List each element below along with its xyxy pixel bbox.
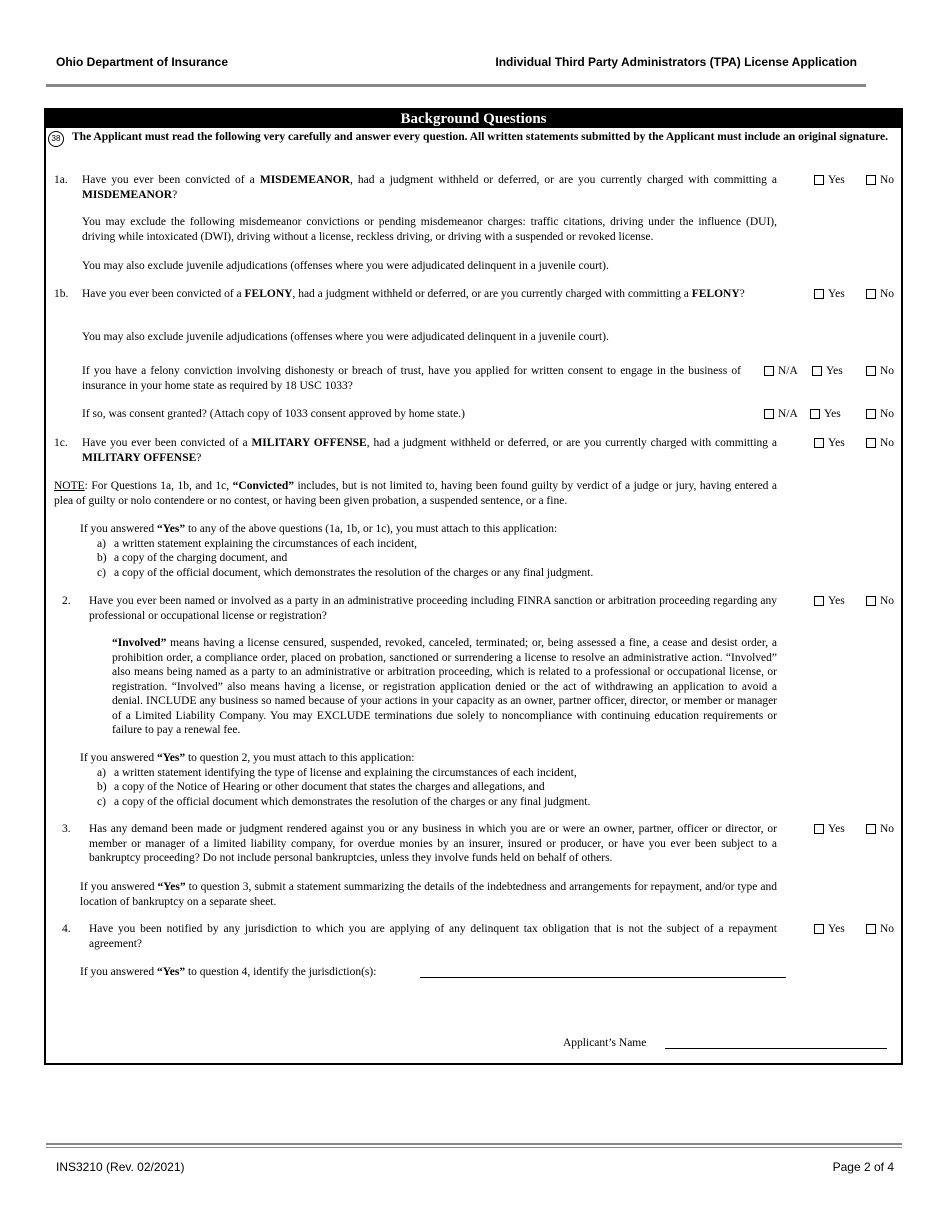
q1b-granted-yes[interactable]: Yes bbox=[810, 408, 841, 420]
checkbox[interactable] bbox=[814, 175, 824, 185]
q2-no[interactable]: No bbox=[866, 595, 894, 607]
q1b-consent-no[interactable]: No bbox=[866, 365, 894, 377]
list-item: a) a written statement explaining the circumstances of each incident, bbox=[97, 537, 418, 550]
checkbox[interactable] bbox=[866, 409, 876, 419]
q1-attach-block bbox=[80, 522, 780, 580]
page-number: Page 2 of 4 bbox=[832, 1160, 894, 1174]
q1b-granted-question: If so, was consent granted? (Attach copy of 1033 consent approved by home state.) bbox=[82, 408, 465, 420]
q1a-exclusion-1: You may exclude the following misdemeanor convictions or pending misdemeanor charges: traffic citations, driving under the influence (DUI), driving while intoxicated (DWI), driving without a license, reckless driving, or driving with a suspended or revoked license. bbox=[82, 216, 777, 243]
q2-number: 2. bbox=[62, 595, 71, 607]
applicant-name-field[interactable] bbox=[665, 1048, 887, 1049]
q1b-consent-question: If you have a felony conviction involving dishonesty or breach of trust, have you applied for written consent to engage in the business of insurance in your home state as required by 18 USC 1033? bbox=[82, 365, 741, 392]
agency-name: Ohio Department of Insurance bbox=[56, 55, 229, 69]
q1a-number: 1a. bbox=[54, 174, 68, 186]
q1c-number: 1c. bbox=[54, 437, 68, 449]
form-id: INS3210 (Rev. 02/2021) bbox=[56, 1160, 185, 1174]
checkbox[interactable] bbox=[764, 366, 774, 376]
q1c-yes[interactable]: Yes bbox=[814, 437, 845, 449]
conviction-note: NOTE: For Questions 1a, 1b, and 1c, “Convicted” includes, but is not limited to, having been found guilty by verdict of a judge or jury, having entered a plea of guilty or nolo contendere or no contest, or having been given probation, a suspended sentence, or a fine. bbox=[54, 480, 778, 507]
q3-text: Has any demand been made or judgment rendered against you or any business in which you are or were an owner, partner, officer or director, or member or manager of a limited liability company, for overdue monies by an insurer, insured or producer, or have you ever been subject to a bankruptcy proceeding? Do not include personal bankruptcies, unless they involve funds held on behalf of others. bbox=[89, 823, 777, 864]
q1b-no[interactable]: No bbox=[866, 288, 894, 300]
q1b-granted-na[interactable]: N/A bbox=[764, 408, 798, 420]
q1c-no[interactable]: No bbox=[866, 437, 894, 449]
q1a-text: Have you ever been convicted of a MISDEMEANOR, had a judgment withheld or deferred, or are you currently charged with committing a MISDEMEANOR? bbox=[82, 174, 777, 201]
q2-attach-block bbox=[80, 751, 780, 809]
q1b-consent-yes[interactable]: Yes bbox=[812, 365, 843, 377]
q1b-consent-na[interactable]: N/A bbox=[764, 365, 798, 377]
header-rule bbox=[46, 84, 866, 87]
q2-yes[interactable]: Yes bbox=[814, 595, 845, 607]
checkbox[interactable] bbox=[866, 366, 876, 376]
q2-attach-intro: If you answered “Yes” to question 2, you must attach to this application: bbox=[80, 752, 415, 764]
checkbox[interactable] bbox=[866, 438, 876, 448]
q1b-number: 1b. bbox=[54, 288, 69, 300]
q4-no[interactable]: No bbox=[866, 923, 894, 935]
q4-number: 4. bbox=[62, 923, 71, 935]
checkbox[interactable] bbox=[866, 175, 876, 185]
checkbox[interactable] bbox=[810, 409, 820, 419]
checkbox[interactable] bbox=[814, 924, 824, 934]
section-title: Background Questions bbox=[46, 110, 901, 128]
checkbox[interactable] bbox=[866, 824, 876, 834]
list-item: b) a copy of the Notice of Hearing or other document that states the charges and allegations, and bbox=[97, 781, 545, 793]
q4-yes[interactable]: Yes bbox=[814, 923, 845, 935]
item-number-badge: 38 bbox=[48, 131, 64, 147]
q2-text: Have you ever been named or involved as a party in an administrative proceeding including FINRA sanction or arbitration proceeding regarding any professional or occupational license or registration? bbox=[89, 595, 777, 622]
q3-attach-instruction: If you answered “Yes” to question 3, submit a statement summarizing the details of the indebtedness and arrangements for repayment, and/or type and location of bankruptcy on a separate sheet. bbox=[80, 881, 777, 908]
q4-text: Have you been notified by any jurisdiction to which you are applying of any delinquent tax obligation that is not the subject of a repayment agreement? bbox=[89, 923, 777, 950]
checkbox[interactable] bbox=[812, 366, 822, 376]
q3-yes[interactable]: Yes bbox=[814, 823, 845, 835]
involved-definition: “Involved” means having a license censured, suspended, revoked, canceled, terminated; or, being assessed a fine, a cease and desist order, a prohibition order, a compliance order, placed on probation, sanctioned or surrendering a license to resolve an administrative action. “Involved” also means being named as a party to an administrative or arbitration proceeding, which is related to a professional or occupational license, or registration. “Involved” also means having a license, or registration application denied or the act of withdrawing an application to avoid a denial. INCLUDE any business so named because of your actions in your capacity as an owner, partner officer, director, or member or manager of a Limited Liability Company. You may EXCLUDE terminations due solely to noncompliance with continuing education requirements or failure to pay a renewal fee. bbox=[112, 637, 777, 736]
checkbox[interactable] bbox=[814, 438, 824, 448]
checkbox[interactable] bbox=[866, 596, 876, 606]
list-item: b) a copy of the charging document, and bbox=[97, 552, 288, 564]
footer-rule bbox=[46, 1147, 902, 1148]
list-item: c) a copy of the official document, which demonstrates the resolution of the charges or any final judgment. bbox=[97, 566, 594, 579]
q1a-no[interactable]: No bbox=[866, 174, 894, 186]
checkbox[interactable] bbox=[764, 409, 774, 419]
applicant-name-label: Applicant’s Name bbox=[563, 1037, 647, 1049]
q4-followup-label: If you answered “Yes” to question 4, identify the jurisdiction(s): bbox=[80, 966, 377, 978]
instructions: The Applicant must read the following very carefully and answer every question. All written statements submitted by the Applicant must include an original signature. bbox=[72, 131, 888, 143]
q3-no[interactable]: No bbox=[866, 823, 894, 835]
q1a-yes[interactable]: Yes bbox=[814, 174, 845, 186]
q1-attach-intro: If you answered “Yes” to any of the above questions (1a, 1b, or 1c), you must attach to this application: bbox=[80, 523, 558, 535]
checkbox[interactable] bbox=[814, 596, 824, 606]
jurisdiction-field[interactable] bbox=[420, 977, 786, 978]
checkbox[interactable] bbox=[814, 824, 824, 834]
checkbox[interactable] bbox=[866, 924, 876, 934]
q1c-text: Have you ever been convicted of a MILITARY OFFENSE, had a judgment withheld or deferred, or are you currently charged with committing a MILITARY OFFENSE? bbox=[82, 437, 777, 464]
q3-number: 3. bbox=[62, 823, 71, 835]
q1b-granted-no[interactable]: No bbox=[866, 408, 894, 420]
list-item: c) a copy of the official document which demonstrates the resolution of the charges or any final judgment. bbox=[97, 795, 591, 808]
q1a-exclusion-2: You may also exclude juvenile adjudications (offenses where you were adjudicated delinquent in a juvenile court). bbox=[82, 260, 609, 272]
q1b-text: Have you ever been convicted of a FELONY, had a judgment withheld or deferred, or are you currently charged with committing a FELONY? bbox=[82, 288, 745, 300]
q1b-exclusion: You may also exclude juvenile adjudications (offenses where you were adjudicated delinquent in a juvenile court). bbox=[82, 331, 609, 343]
checkbox[interactable] bbox=[814, 289, 824, 299]
list-item: a) a written statement identifying the type of license and explaining the circumstances of each incident, bbox=[97, 766, 577, 779]
checkbox[interactable] bbox=[866, 289, 876, 299]
form-title: Individual Third Party Administrators (TPA) License Application bbox=[495, 55, 857, 69]
background-questions-section bbox=[44, 108, 903, 1065]
footer-rule bbox=[46, 1143, 902, 1145]
q1b-yes[interactable]: Yes bbox=[814, 288, 845, 300]
